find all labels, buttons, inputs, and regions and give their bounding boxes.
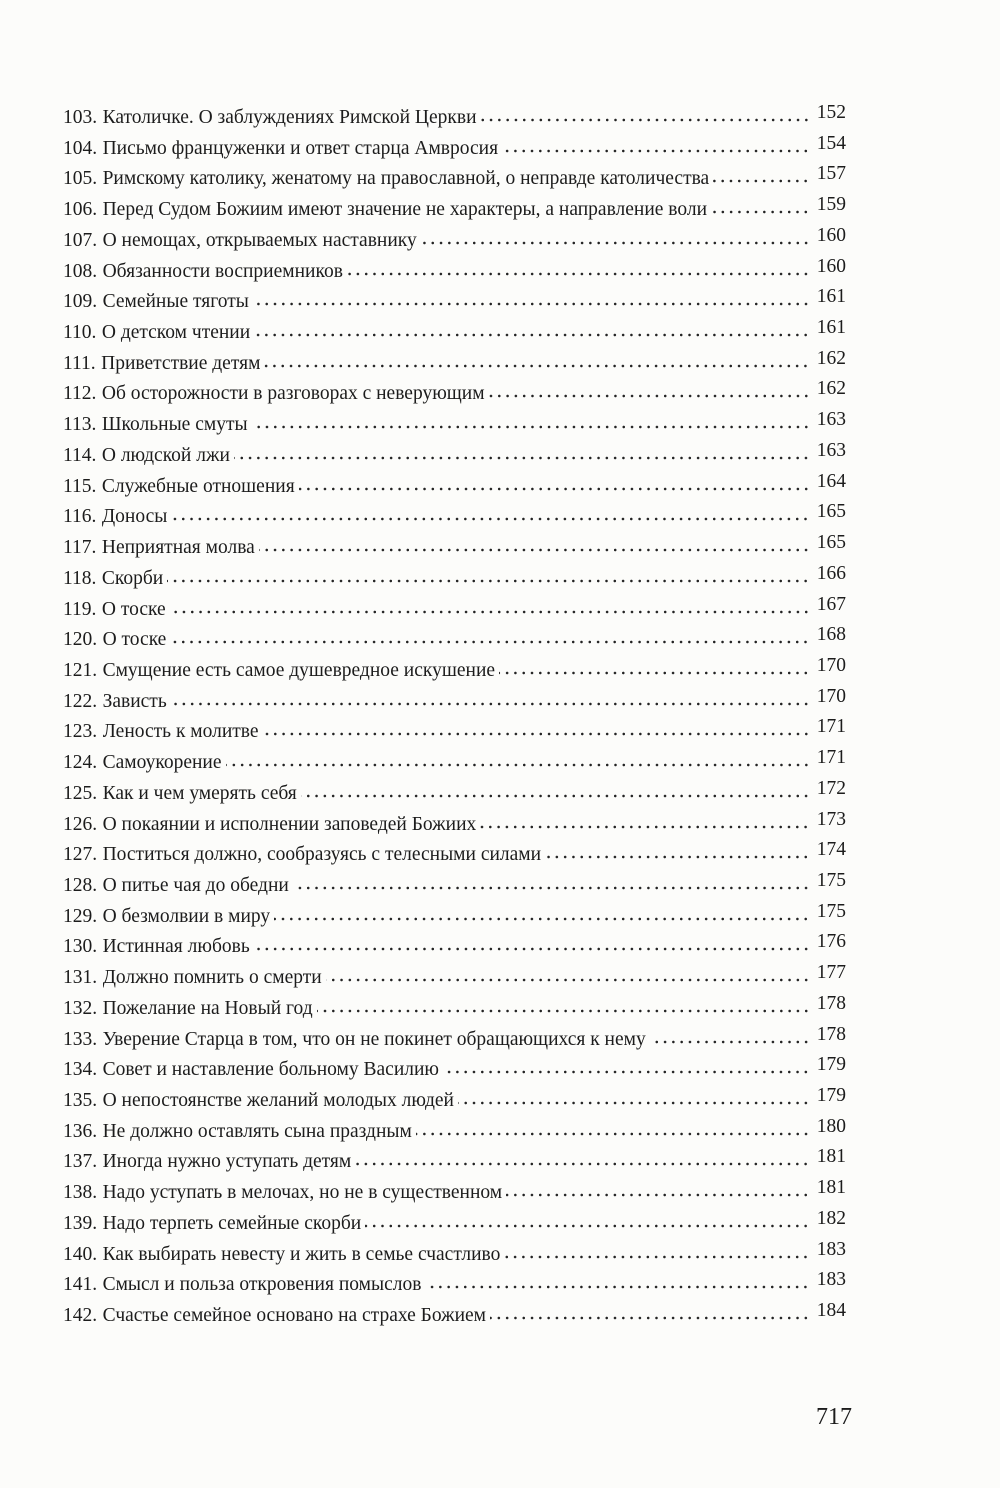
entry-number: 104. xyxy=(63,137,98,159)
entry-page-number: 180 xyxy=(816,1115,846,1137)
entry-title: О непостоянстве желаний молодых людей xyxy=(102,1090,454,1111)
dot-leader xyxy=(259,547,810,553)
entry-page-number: 160 xyxy=(816,224,846,246)
entry-number: 129. xyxy=(63,905,98,927)
dot-leader xyxy=(254,946,810,952)
entry-title: Совет и наставление больному Василию xyxy=(102,1059,439,1081)
dot-leader xyxy=(317,1008,810,1014)
entry-number: 142. xyxy=(63,1305,98,1327)
entry-page-number: 184 xyxy=(816,1300,846,1322)
entry-page-number: 165 xyxy=(816,532,846,554)
dot-leader xyxy=(170,639,810,645)
entry-page-number: 162 xyxy=(816,347,846,369)
entry-page-number: 177 xyxy=(816,962,846,984)
entry-title: Смущение есть самое душевредное искушение xyxy=(102,659,496,681)
toc-entry xyxy=(63,687,846,718)
dot-leader xyxy=(171,701,810,707)
toc-entry xyxy=(63,810,846,841)
entry-title: Служебные отношения xyxy=(101,475,295,497)
entry-number: 105. xyxy=(63,168,98,190)
dot-leader xyxy=(293,885,810,891)
entry-title: Перед Судом Божиим имеют значение не характеры, а направление воли xyxy=(102,199,708,221)
toc-entry xyxy=(63,963,846,994)
entry-title: О безмолвии в миру xyxy=(102,905,271,927)
entry-page-number: 171 xyxy=(816,747,846,769)
entry-page-number: 168 xyxy=(816,624,846,646)
dot-leader xyxy=(416,1131,810,1137)
toc-entry xyxy=(63,103,846,134)
toc-entry xyxy=(63,1270,846,1301)
dot-leader xyxy=(264,363,810,369)
dot-leader xyxy=(490,1315,810,1321)
dot-leader xyxy=(254,332,810,338)
entry-number: 139. xyxy=(63,1212,98,1234)
entry-page-number: 157 xyxy=(816,163,846,185)
entry-page-number: 178 xyxy=(816,1023,846,1045)
dot-leader xyxy=(326,977,810,983)
toc-entry xyxy=(63,318,846,349)
dot-leader xyxy=(502,148,810,154)
entry-page-number: 165 xyxy=(816,501,846,523)
entry-title: Письмо француженки и ответ старца Амвросия xyxy=(102,137,499,159)
dot-leader xyxy=(171,516,810,522)
toc-entry xyxy=(63,502,846,533)
toc-entry xyxy=(63,134,846,165)
entry-number: 109. xyxy=(63,291,98,313)
entry-title: Уверение Старца в том, что он не покинет обращающихся к нему xyxy=(102,1028,646,1050)
entry-title: Католичке. О заблуждениях Римской Церкви xyxy=(102,107,477,128)
toc-entry xyxy=(63,994,846,1025)
dot-leader xyxy=(355,1161,810,1167)
toc-entry xyxy=(63,287,846,318)
entry-number: 110. xyxy=(63,322,97,344)
dot-leader xyxy=(253,301,810,307)
entry-page-number: 173 xyxy=(816,808,846,830)
dot-leader xyxy=(425,1284,810,1290)
toc-entry xyxy=(63,410,846,441)
toc-entry xyxy=(63,717,846,748)
dot-leader xyxy=(252,424,810,430)
entry-title: О людской лжи xyxy=(101,444,230,466)
entry-number: 112. xyxy=(63,383,97,405)
dot-leader xyxy=(489,393,810,399)
dot-leader xyxy=(504,1254,810,1260)
dot-leader xyxy=(650,1039,810,1045)
toc-entry xyxy=(63,748,846,779)
dot-leader xyxy=(713,178,810,184)
entry-number: 124. xyxy=(63,752,98,774)
toc-entry xyxy=(63,1240,846,1271)
toc-entry xyxy=(63,257,846,288)
dot-leader xyxy=(263,731,810,737)
entry-number: 120. xyxy=(63,629,98,651)
entry-title: О тоске xyxy=(101,598,166,620)
dot-leader xyxy=(480,824,810,830)
entry-number: 108. xyxy=(63,260,98,282)
entry-number: 125. xyxy=(63,782,98,804)
toc-entry xyxy=(63,564,846,595)
entry-page-number: 182 xyxy=(816,1207,846,1229)
toc-entry xyxy=(63,1117,846,1148)
dot-leader xyxy=(234,455,810,461)
entry-page-number: 179 xyxy=(816,1085,846,1106)
dot-leader xyxy=(421,240,810,246)
entry-number: 121. xyxy=(63,659,98,681)
entry-title: Как и чем умерять себя xyxy=(102,782,297,804)
toc-entry xyxy=(63,902,846,933)
toc-entry xyxy=(63,1209,846,1240)
entry-title: Как выбирать невесту и жить в семье счастливо xyxy=(102,1243,501,1265)
entry-title: Надо уступать в мелочах, но не в существенном xyxy=(102,1182,503,1204)
entry-title: Леность к молитве xyxy=(102,721,259,743)
entry-title: О питье чая до обедни xyxy=(102,874,289,896)
entry-page-number: 154 xyxy=(816,132,846,154)
dot-leader xyxy=(545,854,810,860)
entry-page-number: 170 xyxy=(816,685,846,707)
entry-number: 123. xyxy=(63,721,98,743)
toc-entry xyxy=(63,349,846,380)
entry-number: 116. xyxy=(63,506,97,528)
entry-number: 138. xyxy=(63,1182,98,1204)
entry-number: 127. xyxy=(63,844,98,866)
entry-number: 111. xyxy=(63,352,96,374)
entry-page-number: 152 xyxy=(816,102,846,123)
toc-entry xyxy=(63,441,846,472)
entry-title: Обязанности восприемников xyxy=(102,260,343,282)
entry-number: 126. xyxy=(63,813,98,835)
entry-number: 136. xyxy=(63,1120,98,1142)
toc-entry xyxy=(63,1086,846,1117)
entry-title: Римскому католику, женатому на православной, о неправде католичества xyxy=(102,168,710,190)
dot-leader xyxy=(274,916,810,922)
entry-page-number: 174 xyxy=(816,839,846,861)
dot-leader xyxy=(481,117,810,123)
toc-entry xyxy=(63,226,846,257)
entry-title: Надо терпеть семейные скорби xyxy=(102,1212,362,1234)
entry-page-number: 166 xyxy=(816,562,846,584)
entry-title: О тоске xyxy=(102,629,167,651)
entry-title: Поститься должно, сообразуясь с телесными силами xyxy=(102,844,542,866)
entry-number: 137. xyxy=(63,1151,98,1173)
entry-title: Зависть xyxy=(102,690,167,712)
entry-page-number: 170 xyxy=(816,654,846,676)
entry-page-number: 183 xyxy=(816,1238,846,1260)
dot-leader xyxy=(347,271,810,277)
entry-page-number: 175 xyxy=(816,900,846,922)
entry-number: 107. xyxy=(63,229,98,251)
entry-title: Об осторожности в разговорах с неверующим xyxy=(101,383,485,405)
entry-page-number: 181 xyxy=(816,1177,846,1199)
entry-title: О немощах, открываемых наставнику xyxy=(102,229,417,251)
dot-leader xyxy=(167,578,810,584)
entry-page-number: 160 xyxy=(816,255,846,277)
entry-page-number: 167 xyxy=(816,593,846,615)
entry-number: 135. xyxy=(63,1090,98,1111)
entry-page-number: 163 xyxy=(816,439,846,461)
entry-title: Семейные тяготы xyxy=(102,291,249,313)
toc-entry xyxy=(63,656,846,687)
entry-page-number: 172 xyxy=(816,777,846,799)
toc-entry xyxy=(63,840,846,871)
entry-title: Неприятная молва xyxy=(101,537,255,559)
toc-entry xyxy=(63,1025,846,1056)
entry-title: Скорби xyxy=(101,567,164,589)
toc-entry xyxy=(63,1178,846,1209)
entry-number: 132. xyxy=(63,997,98,1019)
entry-number: 140. xyxy=(63,1243,98,1265)
toc-entry xyxy=(63,625,846,656)
toc-entry xyxy=(63,779,846,810)
table-of-contents xyxy=(63,103,846,1332)
entry-page-number: 175 xyxy=(816,869,846,891)
entry-number: 103. xyxy=(63,107,98,128)
dot-leader xyxy=(506,1192,810,1198)
dot-leader xyxy=(365,1223,810,1229)
entry-number: 130. xyxy=(63,936,98,958)
entry-title: Самоукорение xyxy=(102,752,222,774)
entry-number: 122. xyxy=(63,690,98,712)
dot-leader xyxy=(170,609,810,615)
entry-page-number: 178 xyxy=(816,992,846,1014)
entry-page-number: 161 xyxy=(816,317,846,339)
dot-leader xyxy=(443,1069,810,1075)
entry-title: Иногда нужно уступать детям xyxy=(102,1151,352,1173)
toc-entry xyxy=(63,472,846,503)
dot-leader xyxy=(226,762,810,768)
entry-title: Не должно оставлять сына праздным xyxy=(102,1120,412,1142)
entry-page-number: 163 xyxy=(816,409,846,431)
dot-leader xyxy=(458,1100,810,1106)
toc-entry xyxy=(63,932,846,963)
entry-number: 106. xyxy=(63,199,98,221)
entry-number: 118. xyxy=(63,567,97,589)
entry-page-number: 162 xyxy=(816,378,846,400)
entry-number: 141. xyxy=(63,1274,98,1296)
entry-title: Школьные смуты xyxy=(101,414,248,436)
toc-entry xyxy=(63,195,846,226)
entry-title: Пожелание на Новый год xyxy=(102,997,313,1019)
entry-title: Истинная любовь xyxy=(102,936,250,958)
entry-number: 119. xyxy=(63,598,97,620)
entry-number: 128. xyxy=(63,874,98,896)
toc-entry xyxy=(63,533,846,564)
entry-page-number: 164 xyxy=(816,470,846,492)
entry-number: 134. xyxy=(63,1059,98,1081)
entry-page-number: 161 xyxy=(816,286,846,308)
entry-number: 113. xyxy=(63,414,97,436)
entry-title: Смысл и польза откровения помыслов xyxy=(102,1274,422,1296)
entry-title: Должно помнить о смерти xyxy=(102,967,322,989)
entry-title: Доносы xyxy=(101,506,168,528)
entry-title: О детском чтении xyxy=(101,322,251,344)
entry-page-number: 171 xyxy=(816,716,846,738)
entry-title: О покаянии и исполнении заповедей Божиих xyxy=(102,813,477,835)
entry-page-number: 181 xyxy=(816,1146,846,1168)
entry-title: Приветствие детям xyxy=(101,352,261,374)
toc-entry xyxy=(63,1147,846,1178)
toc-entry xyxy=(63,1301,846,1332)
page-number: 717 xyxy=(816,1404,852,1430)
toc-entry xyxy=(63,1055,846,1086)
toc-entry xyxy=(63,379,846,410)
entry-page-number: 179 xyxy=(816,1054,846,1076)
dot-leader xyxy=(499,670,810,676)
entry-page-number: 183 xyxy=(816,1269,846,1291)
entry-number: 131. xyxy=(63,967,98,989)
entry-number: 133. xyxy=(63,1028,98,1050)
dot-leader xyxy=(299,486,810,492)
toc-entry xyxy=(63,164,846,195)
toc-entry xyxy=(63,595,846,626)
entry-number: 117. xyxy=(63,537,97,559)
dot-leader xyxy=(301,793,810,799)
entry-page-number: 176 xyxy=(816,931,846,953)
entry-number: 115. xyxy=(63,475,97,497)
dot-leader xyxy=(711,209,810,215)
entry-page-number: 159 xyxy=(816,194,846,216)
entry-title: Счастье семейное основано на страхе Божием xyxy=(102,1305,487,1327)
entry-number: 114. xyxy=(63,444,97,466)
toc-entry xyxy=(63,871,846,902)
